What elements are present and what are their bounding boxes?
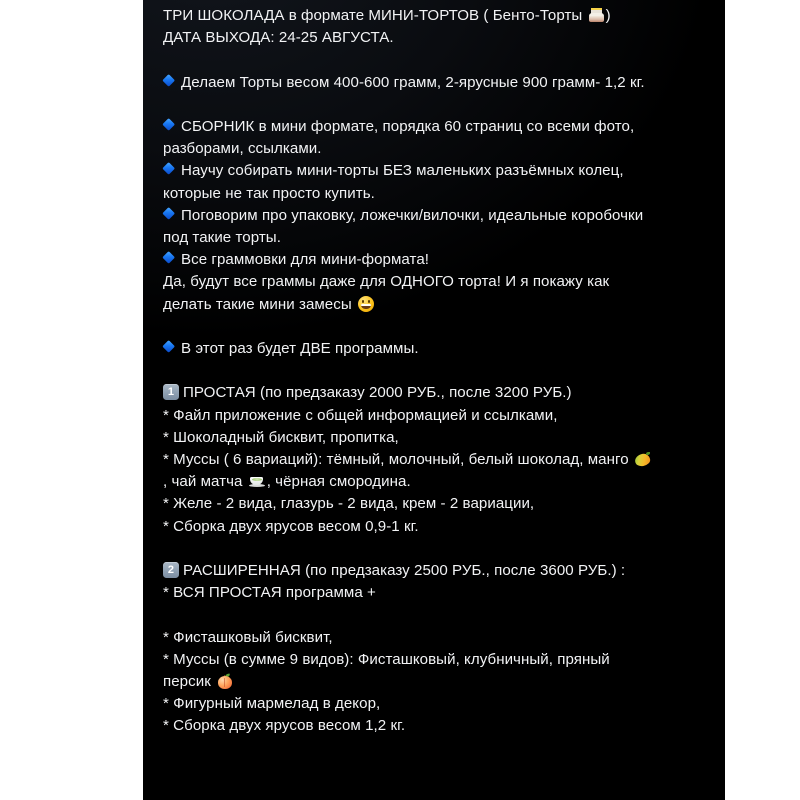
program-2-item: [163, 627, 655, 649]
post-text-body: [163, 5, 655, 738]
program-1-item: [163, 405, 655, 427]
text-run: * Фисташковый бисквит,: [163, 628, 333, 646]
blue-diamond-icon: [163, 119, 178, 134]
text-run: РАСШИРЕННАЯ (по предзаказу 2500 РУБ., после 3600 РУБ.) :: [183, 562, 626, 579]
text-run: Делаем Торты весом 400-600 грамм, 2-ярусные 900 грамм- 1,2 кг.: [181, 73, 645, 91]
text-run: * Шоколадный бисквит, пропитка,: [163, 428, 399, 446]
paragraph-gap: [163, 316, 655, 338]
birthday-cake-icon: [588, 8, 605, 23]
peach-icon: [217, 674, 232, 689]
bullet-cake-weights: [163, 72, 655, 94]
paragraph-gap: [163, 604, 655, 626]
text-run: , чёрная смородина.: [266, 473, 411, 491]
program-1-heading: [163, 382, 655, 404]
blue-diamond-icon: [163, 208, 178, 223]
program-2-item: [163, 582, 655, 604]
paragraph-gap: [163, 360, 655, 382]
blue-diamond-icon: [163, 163, 178, 178]
program-1-item: [163, 449, 655, 493]
program-1-item: [163, 427, 655, 449]
text-run: ДАТА ВЫХОДА: 24-25 АВГУСТА.: [163, 29, 394, 47]
post-panel: [143, 0, 725, 800]
bullet-collection: [163, 116, 655, 160]
release-date-line: [163, 27, 655, 49]
program-2-item: [163, 649, 655, 693]
post-title: [163, 5, 655, 27]
text-run: * Муссы (в сумме 9 видов): Фисташковый, клубничный, пряный персик: [163, 650, 614, 690]
text-run: * Файл приложение с общей информацией и ссылками,: [163, 406, 558, 424]
grinning-face-icon: [358, 296, 374, 312]
bullet-assembly-without-rings: [163, 160, 655, 204]
paragraph-gap: [163, 49, 655, 71]
mango-icon: [635, 452, 651, 466]
text-run: Научу собирать мини-торты БЕЗ маленьких разъёмных колец, которые не так просто купить.: [163, 162, 628, 202]
program-2-item: [163, 715, 655, 737]
text-run: * Сборка двух ярусов весом 0,9-1 кг.: [163, 517, 419, 535]
text-run: * Муссы ( 6 вариаций): тёмный, молочный, белый шоколад, манго: [163, 451, 633, 468]
text-run: * ВСЯ ПРОСТАЯ программа +: [163, 584, 376, 602]
text-run: Все граммовки для мини-формата!: [181, 251, 430, 269]
bullet-grammage: [163, 249, 655, 271]
program-2-item: [163, 693, 655, 715]
text-run: Да, будут все граммы даже для ОДНОГО торта! И я покажу как делать такие мини замесы: [163, 273, 614, 313]
note-single-cake-grams: [163, 271, 655, 315]
text-run: ): [605, 7, 611, 24]
blue-diamond-icon: [163, 75, 178, 90]
text-run: ТРИ ШОКОЛАДА в формате МИНИ-ТОРТОВ ( Бенто-Торты: [163, 7, 587, 24]
paragraph-gap: [163, 94, 655, 116]
bullet-packaging: [163, 205, 655, 249]
blue-diamond-icon: [163, 252, 178, 267]
bullet-two-programs: [163, 338, 655, 360]
keycap-1-icon: 1: [163, 384, 179, 400]
text-run: , чай матча: [163, 473, 247, 491]
keycap-2-icon: 2: [163, 562, 179, 578]
text-run: В этот раз будет ДВЕ программы.: [181, 340, 419, 357]
paragraph-gap: [163, 538, 655, 560]
text-run: СБОРНИК в мини формате, порядка 60 страниц со всеми фото, разборами, ссылками.: [163, 117, 639, 158]
text-run: * Сборка двух ярусов весом 1,2 кг.: [163, 717, 406, 735]
teacup-icon: [249, 474, 265, 488]
text-run: * Желе - 2 вида, глазурь - 2 вида, крем - 2 вариации,: [163, 495, 535, 513]
blue-diamond-icon: [163, 341, 178, 356]
text-run: * Фигурный мармелад в декор,: [163, 695, 381, 713]
text-run: Поговорим про упаковку, ложечки/вилочки, идеальные коробочки под такие торты.: [163, 206, 648, 246]
text-run: ПРОСТАЯ (по предзаказу 2000 РУБ., после 3200 РУБ.): [183, 384, 572, 402]
program-2-heading: [163, 560, 655, 582]
program-1-item: [163, 493, 655, 515]
program-1-item: [163, 516, 655, 538]
